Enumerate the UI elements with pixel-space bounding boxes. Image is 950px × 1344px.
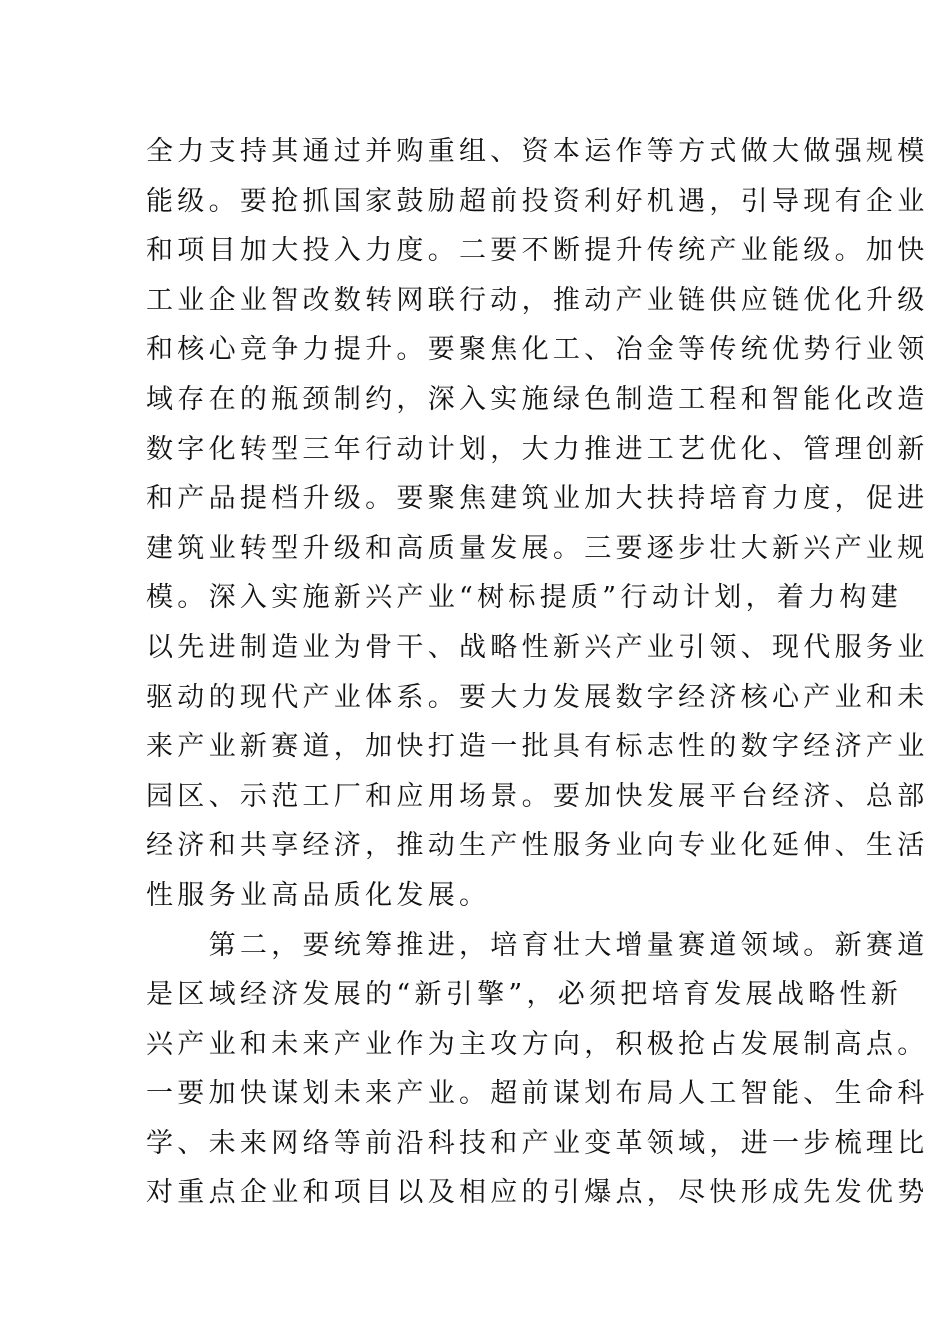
- text-line: 和项目加大投入力度。二要不断提升传统产业能级。加快: [146, 235, 929, 267]
- text-line: 域存在的瓶颈制约，深入实施绿色制造工程和智能化改造: [146, 383, 929, 415]
- text-line: 对重点企业和项目以及相应的引爆点，尽快形成先发优势: [146, 1177, 929, 1209]
- text-line: 数字化转型三年行动计划，大力推进工艺优化、管理创新: [146, 433, 929, 465]
- text-line: 模。深入实施新兴产业“树标提质”行动计划，着力构建: [146, 582, 903, 614]
- text-line: 一要加快谋划未来产业。超前谋划布局人工智能、生命科: [146, 1078, 929, 1110]
- text-line: 驱动的现代产业体系。要大力发展数字经济核心产业和未: [146, 681, 929, 713]
- text-line: 和核心竞争力提升。要聚焦化工、冶金等传统优势行业领: [146, 334, 929, 366]
- text-line: 建筑业转型升级和高质量发展。三要逐步壮大新兴产业规: [146, 532, 929, 564]
- text-line: 经济和共享经济，推动生产性服务业向专业化延伸、生活: [146, 830, 929, 862]
- text-line: 能级。要抢抓国家鼓励超前投资利好机遇，引导现有企业: [146, 185, 929, 217]
- text-line: 学、未来网络等前沿科技和产业变革领域，进一步梳理比: [146, 1127, 929, 1159]
- text-line: 全力支持其通过并购重组、资本运作等方式做大做强规模: [146, 136, 929, 167]
- document-body: [146, 127, 929, 1218]
- text-line: 园区、示范工厂和应用场景。要加快发展平台经济、总部: [146, 780, 929, 812]
- text-line: 来产业新赛道，加快打造一批具有标志性的数字经济产业: [146, 731, 929, 763]
- text-line: 兴产业和未来产业作为主攻方向，积极抢占发展制高点。: [146, 1028, 929, 1060]
- text-line: 第二，要统筹推进，培育壮大增量赛道领域。新赛道: [146, 929, 929, 961]
- text-line: 和产品提档升级。要聚焦建筑业加大扶持培育力度，促进: [146, 483, 929, 515]
- text-line: 以先进制造业为骨干、战略性新兴产业引领、现代服务业: [146, 631, 929, 663]
- text-line: 性服务业高品质化发展。: [146, 879, 491, 911]
- text-line: 是区域经济发展的“新引擎”，必须把培育发展战略性新: [146, 979, 903, 1011]
- text-line: 工业企业智改数转网联行动，推动产业链供应链优化升级: [146, 284, 929, 316]
